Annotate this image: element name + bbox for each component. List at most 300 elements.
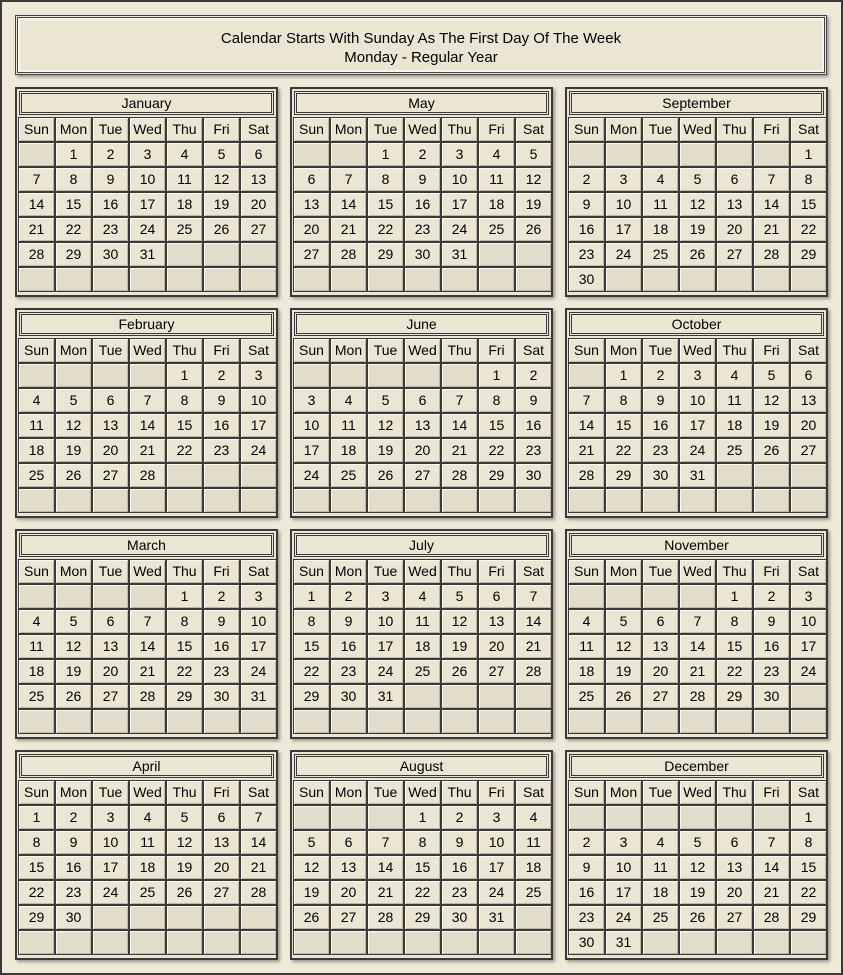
empty-cell xyxy=(367,488,404,513)
day-cell: 24 xyxy=(293,463,330,488)
day-cell: 23 xyxy=(441,880,478,905)
empty-cell xyxy=(18,930,55,955)
weekday-header: Wed xyxy=(679,117,716,142)
day-cell: 9 xyxy=(441,830,478,855)
day-cell: 26 xyxy=(679,905,716,930)
empty-cell xyxy=(642,488,679,513)
day-cell: 29 xyxy=(716,684,753,709)
day-cell: 28 xyxy=(568,463,605,488)
empty-cell xyxy=(642,584,679,609)
day-cell: 31 xyxy=(605,930,642,955)
day-cell: 21 xyxy=(18,217,55,242)
day-cell: 25 xyxy=(642,242,679,267)
day-cell: 19 xyxy=(367,438,404,463)
day-cell: 1 xyxy=(605,363,642,388)
month-march xyxy=(15,529,278,739)
day-cell: 16 xyxy=(92,192,129,217)
day-cell: 24 xyxy=(605,242,642,267)
day-cell: 18 xyxy=(568,659,605,684)
month-grid xyxy=(568,117,827,292)
day-cell: 11 xyxy=(129,830,166,855)
empty-cell xyxy=(92,709,129,734)
day-cell: 16 xyxy=(568,217,605,242)
weekday-header: Fri xyxy=(753,117,790,142)
day-cell: 14 xyxy=(753,192,790,217)
day-cell: 9 xyxy=(92,167,129,192)
weekday-header: Fri xyxy=(478,117,515,142)
day-cell: 15 xyxy=(293,634,330,659)
weekday-header: Mon xyxy=(330,559,367,584)
day-cell: 24 xyxy=(240,659,277,684)
empty-cell xyxy=(716,463,753,488)
day-cell: 21 xyxy=(240,855,277,880)
day-cell: 26 xyxy=(515,217,552,242)
day-cell: 7 xyxy=(367,830,404,855)
day-cell: 24 xyxy=(367,659,404,684)
weekday-header: Tue xyxy=(92,338,129,363)
day-cell: 22 xyxy=(716,659,753,684)
day-cell: 13 xyxy=(92,413,129,438)
empty-cell xyxy=(478,267,515,292)
day-cell: 4 xyxy=(642,167,679,192)
day-cell: 8 xyxy=(404,830,441,855)
day-cell: 1 xyxy=(478,363,515,388)
empty-cell xyxy=(679,267,716,292)
day-cell: 15 xyxy=(478,413,515,438)
day-cell: 5 xyxy=(55,609,92,634)
weekday-header: Tue xyxy=(367,338,404,363)
empty-cell xyxy=(166,267,203,292)
empty-cell xyxy=(166,242,203,267)
empty-cell xyxy=(330,805,367,830)
day-cell: 3 xyxy=(605,167,642,192)
day-cell: 11 xyxy=(18,634,55,659)
empty-cell xyxy=(753,709,790,734)
day-cell: 22 xyxy=(166,659,203,684)
day-cell: 11 xyxy=(166,167,203,192)
empty-cell xyxy=(790,488,827,513)
month-november xyxy=(565,529,828,739)
day-cell: 10 xyxy=(129,167,166,192)
day-cell: 20 xyxy=(716,880,753,905)
day-cell: 18 xyxy=(515,855,552,880)
empty-cell xyxy=(330,709,367,734)
empty-cell xyxy=(293,363,330,388)
calendar-title: Calendar Starts With Sunday As The First Day Of The Week xyxy=(220,30,622,47)
day-cell: 5 xyxy=(441,584,478,609)
day-cell: 27 xyxy=(203,880,240,905)
day-cell: 21 xyxy=(515,634,552,659)
day-cell: 6 xyxy=(716,167,753,192)
day-cell: 16 xyxy=(441,855,478,880)
day-cell: 12 xyxy=(55,413,92,438)
day-cell: 22 xyxy=(55,217,92,242)
month-april xyxy=(15,750,278,960)
day-cell: 10 xyxy=(441,167,478,192)
weekday-header: Fri xyxy=(203,559,240,584)
day-cell: 27 xyxy=(716,242,753,267)
day-cell: 12 xyxy=(679,855,716,880)
day-cell: 18 xyxy=(18,659,55,684)
month-grid xyxy=(293,559,552,734)
weekday-header: Wed xyxy=(679,559,716,584)
day-cell: 6 xyxy=(240,142,277,167)
empty-cell xyxy=(129,709,166,734)
empty-cell xyxy=(515,488,552,513)
empty-cell xyxy=(790,463,827,488)
weekday-header: Sun xyxy=(18,780,55,805)
day-cell: 6 xyxy=(92,388,129,413)
day-cell: 26 xyxy=(367,463,404,488)
empty-cell xyxy=(515,267,552,292)
weekday-header: Sat xyxy=(790,338,827,363)
day-cell: 18 xyxy=(129,855,166,880)
day-cell: 13 xyxy=(716,855,753,880)
empty-cell xyxy=(92,363,129,388)
day-cell: 2 xyxy=(441,805,478,830)
day-cell: 30 xyxy=(441,905,478,930)
month-grid xyxy=(18,117,277,292)
empty-cell xyxy=(129,363,166,388)
day-cell: 13 xyxy=(404,413,441,438)
day-cell: 30 xyxy=(330,684,367,709)
day-cell: 20 xyxy=(404,438,441,463)
empty-cell xyxy=(129,267,166,292)
weekday-header: Wed xyxy=(679,338,716,363)
day-cell: 18 xyxy=(330,438,367,463)
day-cell: 13 xyxy=(203,830,240,855)
empty-cell xyxy=(404,709,441,734)
day-cell: 4 xyxy=(716,363,753,388)
empty-cell xyxy=(716,142,753,167)
day-cell: 18 xyxy=(404,634,441,659)
empty-cell xyxy=(18,709,55,734)
empty-cell xyxy=(92,267,129,292)
empty-cell xyxy=(55,488,92,513)
empty-cell xyxy=(240,463,277,488)
day-cell: 2 xyxy=(330,584,367,609)
day-cell: 1 xyxy=(790,142,827,167)
day-cell: 31 xyxy=(240,684,277,709)
day-cell: 16 xyxy=(404,192,441,217)
empty-cell xyxy=(203,488,240,513)
day-cell: 11 xyxy=(404,609,441,634)
day-cell: 8 xyxy=(367,167,404,192)
day-cell: 3 xyxy=(240,363,277,388)
empty-cell xyxy=(478,709,515,734)
weekday-header: Mon xyxy=(605,338,642,363)
weekday-header: Tue xyxy=(642,338,679,363)
empty-cell xyxy=(716,930,753,955)
day-cell: 8 xyxy=(478,388,515,413)
day-cell: 16 xyxy=(515,413,552,438)
day-cell: 24 xyxy=(790,659,827,684)
weekday-header: Sun xyxy=(293,559,330,584)
day-cell: 7 xyxy=(129,388,166,413)
day-cell: 24 xyxy=(129,217,166,242)
day-cell: 9 xyxy=(404,167,441,192)
day-cell: 14 xyxy=(129,413,166,438)
day-cell: 29 xyxy=(790,242,827,267)
month-october xyxy=(565,308,828,518)
empty-cell xyxy=(790,684,827,709)
empty-cell xyxy=(515,930,552,955)
month-grid xyxy=(18,780,277,955)
empty-cell xyxy=(129,905,166,930)
day-cell: 7 xyxy=(441,388,478,413)
weekday-header: Fri xyxy=(478,780,515,805)
weekday-header: Sun xyxy=(568,338,605,363)
day-cell: 24 xyxy=(441,217,478,242)
day-cell: 20 xyxy=(92,438,129,463)
empty-cell xyxy=(515,242,552,267)
day-cell: 7 xyxy=(330,167,367,192)
empty-cell xyxy=(679,709,716,734)
empty-cell xyxy=(330,930,367,955)
day-cell: 28 xyxy=(330,242,367,267)
day-cell: 6 xyxy=(203,805,240,830)
weekday-header: Sat xyxy=(515,338,552,363)
day-cell: 12 xyxy=(753,388,790,413)
day-cell: 19 xyxy=(753,413,790,438)
weekday-header: Sun xyxy=(568,559,605,584)
day-cell: 17 xyxy=(441,192,478,217)
day-cell: 9 xyxy=(568,192,605,217)
weekday-header: Tue xyxy=(92,117,129,142)
day-cell: 13 xyxy=(642,634,679,659)
day-cell: 25 xyxy=(330,463,367,488)
day-cell: 8 xyxy=(166,388,203,413)
day-cell: 23 xyxy=(203,659,240,684)
month-title: September xyxy=(569,91,824,115)
day-cell: 19 xyxy=(679,880,716,905)
empty-cell xyxy=(679,930,716,955)
empty-cell xyxy=(330,363,367,388)
weekday-header: Thu xyxy=(716,338,753,363)
empty-cell xyxy=(753,805,790,830)
empty-cell xyxy=(753,930,790,955)
day-cell: 12 xyxy=(166,830,203,855)
day-cell: 12 xyxy=(293,855,330,880)
day-cell: 16 xyxy=(568,880,605,905)
day-cell: 17 xyxy=(605,880,642,905)
empty-cell xyxy=(404,363,441,388)
day-cell: 25 xyxy=(129,880,166,905)
empty-cell xyxy=(568,488,605,513)
day-cell: 11 xyxy=(478,167,515,192)
day-cell: 17 xyxy=(605,217,642,242)
month-title: March xyxy=(19,533,274,557)
empty-cell xyxy=(753,142,790,167)
weekday-header: Sun xyxy=(18,338,55,363)
day-cell: 5 xyxy=(55,388,92,413)
empty-cell xyxy=(605,488,642,513)
day-cell: 27 xyxy=(92,463,129,488)
day-cell: 29 xyxy=(605,463,642,488)
weekday-header: Tue xyxy=(642,780,679,805)
weekday-header: Sun xyxy=(568,780,605,805)
day-cell: 29 xyxy=(367,242,404,267)
day-cell: 25 xyxy=(478,217,515,242)
weekday-header: Sat xyxy=(790,117,827,142)
day-cell: 19 xyxy=(679,217,716,242)
empty-cell xyxy=(367,267,404,292)
day-cell: 22 xyxy=(367,217,404,242)
day-cell: 15 xyxy=(790,855,827,880)
day-cell: 11 xyxy=(642,855,679,880)
day-cell: 3 xyxy=(679,363,716,388)
empty-cell xyxy=(753,267,790,292)
empty-cell xyxy=(605,709,642,734)
empty-cell xyxy=(92,905,129,930)
day-cell: 12 xyxy=(203,167,240,192)
weekday-header: Sat xyxy=(515,780,552,805)
day-cell: 30 xyxy=(203,684,240,709)
day-cell: 13 xyxy=(790,388,827,413)
empty-cell xyxy=(330,488,367,513)
day-cell: 30 xyxy=(642,463,679,488)
day-cell: 15 xyxy=(716,634,753,659)
day-cell: 14 xyxy=(515,609,552,634)
day-cell: 9 xyxy=(203,388,240,413)
empty-cell xyxy=(55,709,92,734)
day-cell: 21 xyxy=(330,217,367,242)
day-cell: 26 xyxy=(679,242,716,267)
day-cell: 15 xyxy=(55,192,92,217)
weekday-header: Tue xyxy=(367,117,404,142)
empty-cell xyxy=(404,488,441,513)
day-cell: 16 xyxy=(753,634,790,659)
day-cell: 21 xyxy=(679,659,716,684)
day-cell: 20 xyxy=(790,413,827,438)
day-cell: 30 xyxy=(568,267,605,292)
calendar-title-box xyxy=(15,15,827,75)
weekday-header: Mon xyxy=(605,117,642,142)
day-cell: 5 xyxy=(753,363,790,388)
month-february xyxy=(15,308,278,518)
day-cell: 6 xyxy=(642,609,679,634)
empty-cell xyxy=(478,242,515,267)
day-cell: 20 xyxy=(716,217,753,242)
day-cell: 6 xyxy=(478,584,515,609)
day-cell: 10 xyxy=(605,855,642,880)
empty-cell xyxy=(404,930,441,955)
empty-cell xyxy=(679,142,716,167)
day-cell: 1 xyxy=(293,584,330,609)
day-cell: 14 xyxy=(679,634,716,659)
month-grid xyxy=(293,117,552,292)
day-cell: 1 xyxy=(18,805,55,830)
day-cell: 4 xyxy=(18,388,55,413)
month-grid xyxy=(568,559,827,734)
day-cell: 16 xyxy=(55,855,92,880)
day-cell: 7 xyxy=(753,830,790,855)
day-cell: 28 xyxy=(367,905,404,930)
day-cell: 6 xyxy=(404,388,441,413)
weekday-header: Thu xyxy=(441,559,478,584)
empty-cell xyxy=(129,488,166,513)
weekday-header: Wed xyxy=(404,338,441,363)
day-cell: 12 xyxy=(441,609,478,634)
day-cell: 19 xyxy=(605,659,642,684)
empty-cell xyxy=(166,930,203,955)
day-cell: 22 xyxy=(790,880,827,905)
weekday-header: Sat xyxy=(240,780,277,805)
day-cell: 3 xyxy=(92,805,129,830)
month-title: July xyxy=(294,533,549,557)
weekday-header: Mon xyxy=(330,338,367,363)
empty-cell xyxy=(203,709,240,734)
day-cell: 29 xyxy=(166,684,203,709)
day-cell: 5 xyxy=(293,830,330,855)
day-cell: 10 xyxy=(240,388,277,413)
weekday-header: Wed xyxy=(129,338,166,363)
day-cell: 17 xyxy=(240,413,277,438)
day-cell: 2 xyxy=(92,142,129,167)
day-cell: 8 xyxy=(55,167,92,192)
day-cell: 17 xyxy=(679,413,716,438)
empty-cell xyxy=(642,142,679,167)
day-cell: 27 xyxy=(642,684,679,709)
empty-cell xyxy=(166,709,203,734)
empty-cell xyxy=(441,930,478,955)
day-cell: 18 xyxy=(478,192,515,217)
day-cell: 14 xyxy=(753,855,790,880)
month-title: April xyxy=(19,754,274,778)
day-cell: 4 xyxy=(129,805,166,830)
day-cell: 21 xyxy=(753,880,790,905)
weekday-header: Fri xyxy=(203,780,240,805)
day-cell: 21 xyxy=(129,438,166,463)
day-cell: 2 xyxy=(203,363,240,388)
day-cell: 10 xyxy=(478,830,515,855)
day-cell: 3 xyxy=(367,584,404,609)
day-cell: 6 xyxy=(716,830,753,855)
empty-cell xyxy=(679,805,716,830)
weekday-header: Fri xyxy=(753,559,790,584)
day-cell: 25 xyxy=(568,684,605,709)
empty-cell xyxy=(568,584,605,609)
day-cell: 4 xyxy=(478,142,515,167)
day-cell: 7 xyxy=(18,167,55,192)
empty-cell xyxy=(330,267,367,292)
day-cell: 24 xyxy=(92,880,129,905)
day-cell: 1 xyxy=(716,584,753,609)
day-cell: 29 xyxy=(18,905,55,930)
empty-cell xyxy=(515,684,552,709)
empty-cell xyxy=(293,930,330,955)
day-cell: 9 xyxy=(753,609,790,634)
day-cell: 17 xyxy=(92,855,129,880)
day-cell: 7 xyxy=(753,167,790,192)
day-cell: 30 xyxy=(92,242,129,267)
weekday-header: Sat xyxy=(240,117,277,142)
day-cell: 11 xyxy=(18,413,55,438)
empty-cell xyxy=(240,267,277,292)
weekday-header: Sun xyxy=(568,117,605,142)
weekday-header: Wed xyxy=(404,780,441,805)
day-cell: 21 xyxy=(441,438,478,463)
day-cell: 13 xyxy=(716,192,753,217)
empty-cell xyxy=(605,584,642,609)
day-cell: 30 xyxy=(753,684,790,709)
empty-cell xyxy=(240,905,277,930)
day-cell: 22 xyxy=(18,880,55,905)
day-cell: 13 xyxy=(92,634,129,659)
day-cell: 2 xyxy=(55,805,92,830)
day-cell: 24 xyxy=(240,438,277,463)
day-cell: 14 xyxy=(568,413,605,438)
